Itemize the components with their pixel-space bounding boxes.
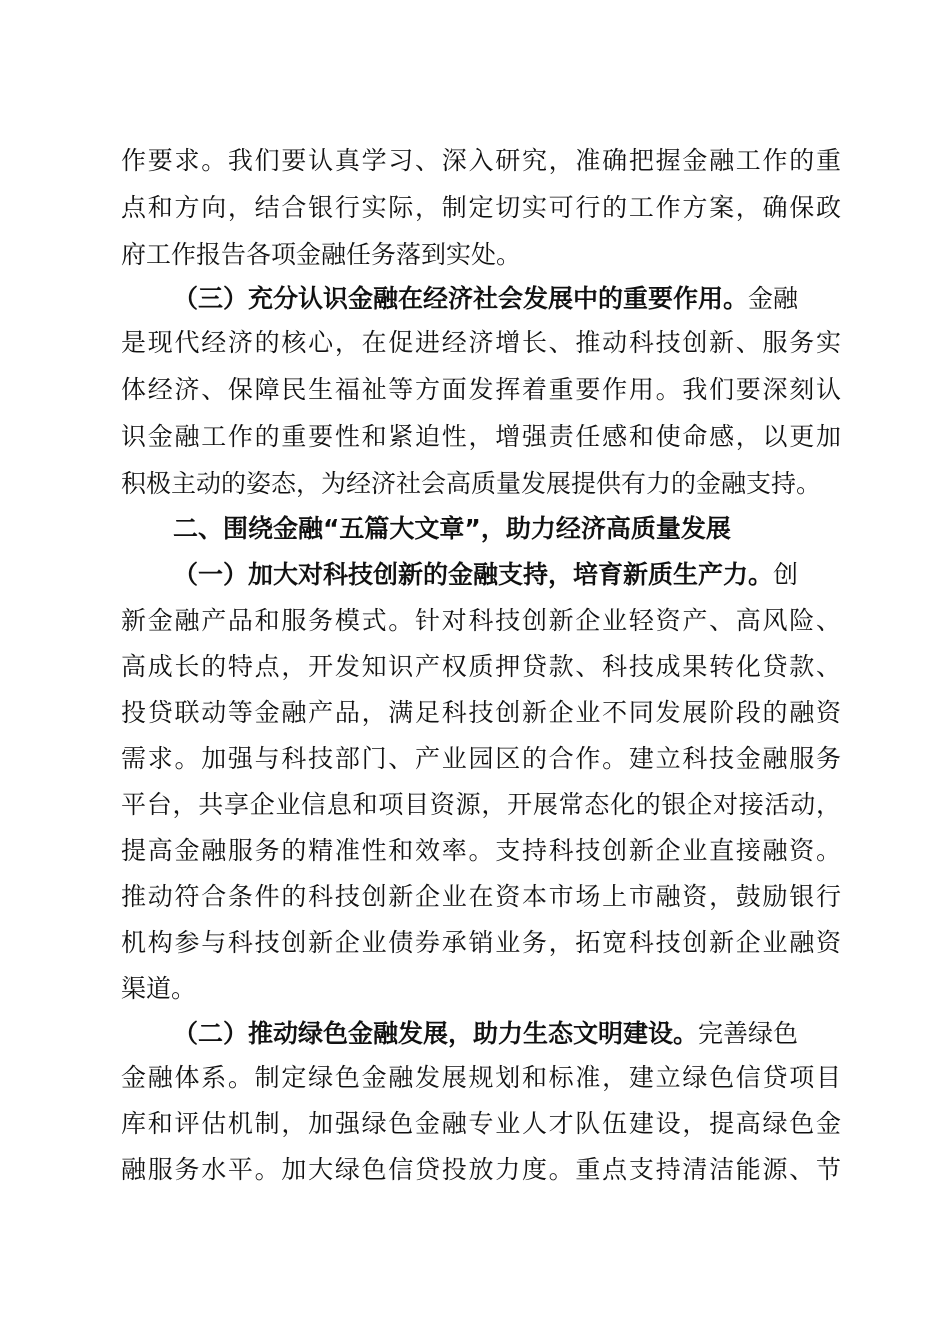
paragraph-line: 机构参与科技创新企业债券承销业务，拓宽科技创新企业融资 [121,928,841,957]
section-lead-2: （二）推动绿色金融发展，助力生态文明建设。 [173,1019,699,1048]
paragraph-first-line [173,551,841,599]
paragraph-line: 新金融产品和服务模式。针对科技创新企业轻资产、高风险、 [121,606,841,635]
paragraph-line: 需求。加强与科技部门、产业园区的合作。建立科技金融服务 [121,744,841,773]
paragraph-line: 点和方向，结合银行实际，制定切实可行的工作方案，确保政 [121,193,841,222]
paragraph-text: 金融 [748,284,799,313]
paragraph-first-line [173,275,841,323]
paragraph-line: 库和评估机制，加强绿色金融专业人才队伍建设，提高绿色金 [121,1109,841,1138]
paragraph-first-line [173,1010,841,1058]
section-heading: 二、围绕金融“五篇大文章”，助力经济高质量发展 [173,514,731,543]
paragraph-line: 推动符合条件的科技创新企业在资本市场上市融资，鼓励银行 [121,882,841,911]
paragraph-line: 融服务水平。加大绿色信贷投放力度。重点支持清洁能源、节 [121,1155,841,1184]
paragraph-text: 创 [773,560,799,589]
paragraph-line: 积极主动的姿态，为经济社会高质量发展提供有力的金融支持。 [121,469,822,498]
section-lead-3: （三）充分认识金融在经济社会发展中的重要作用。 [173,284,749,313]
paragraph-text: 完善绿色 [698,1019,799,1048]
section-lead-1: （一）加大对科技创新的金融支持，培育新质生产力。 [173,560,774,589]
paragraph-line: 金融体系。制定绿色金融发展规划和标准，建立绿色信贷项目 [121,1063,841,1092]
paragraph-line: 作要求。我们要认真学习、深入研究，准确把握金融工作的重 [121,146,841,175]
paragraph-line: 投贷联动等金融产品，满足科技创新企业不同发展阶段的融资 [121,698,841,727]
paragraph-line: 识金融工作的重要性和紧迫性，增强责任感和使命感，以更加 [121,422,841,451]
paragraph-line: 高成长的特点，开发知识产权质押贷款、科技成果转化贷款、 [121,652,841,681]
paragraph-line: 是现代经济的核心，在促进经济增长、推动科技创新、服务实 [121,328,841,357]
paragraph-line: 渠道。 [121,974,197,1003]
paragraph-line: 体经济、保障民生福祉等方面发挥着重要作用。我们要深刻认 [121,375,841,404]
paragraph-line: 府工作报告各项金融任务落到实处。 [121,240,522,269]
paragraph-line: 平台，共享企业信息和项目资源，开展常态化的银企对接活动， [121,790,841,819]
paragraph-line: 提高金融服务的精准性和效率。支持科技创新企业直接融资。 [121,836,841,865]
